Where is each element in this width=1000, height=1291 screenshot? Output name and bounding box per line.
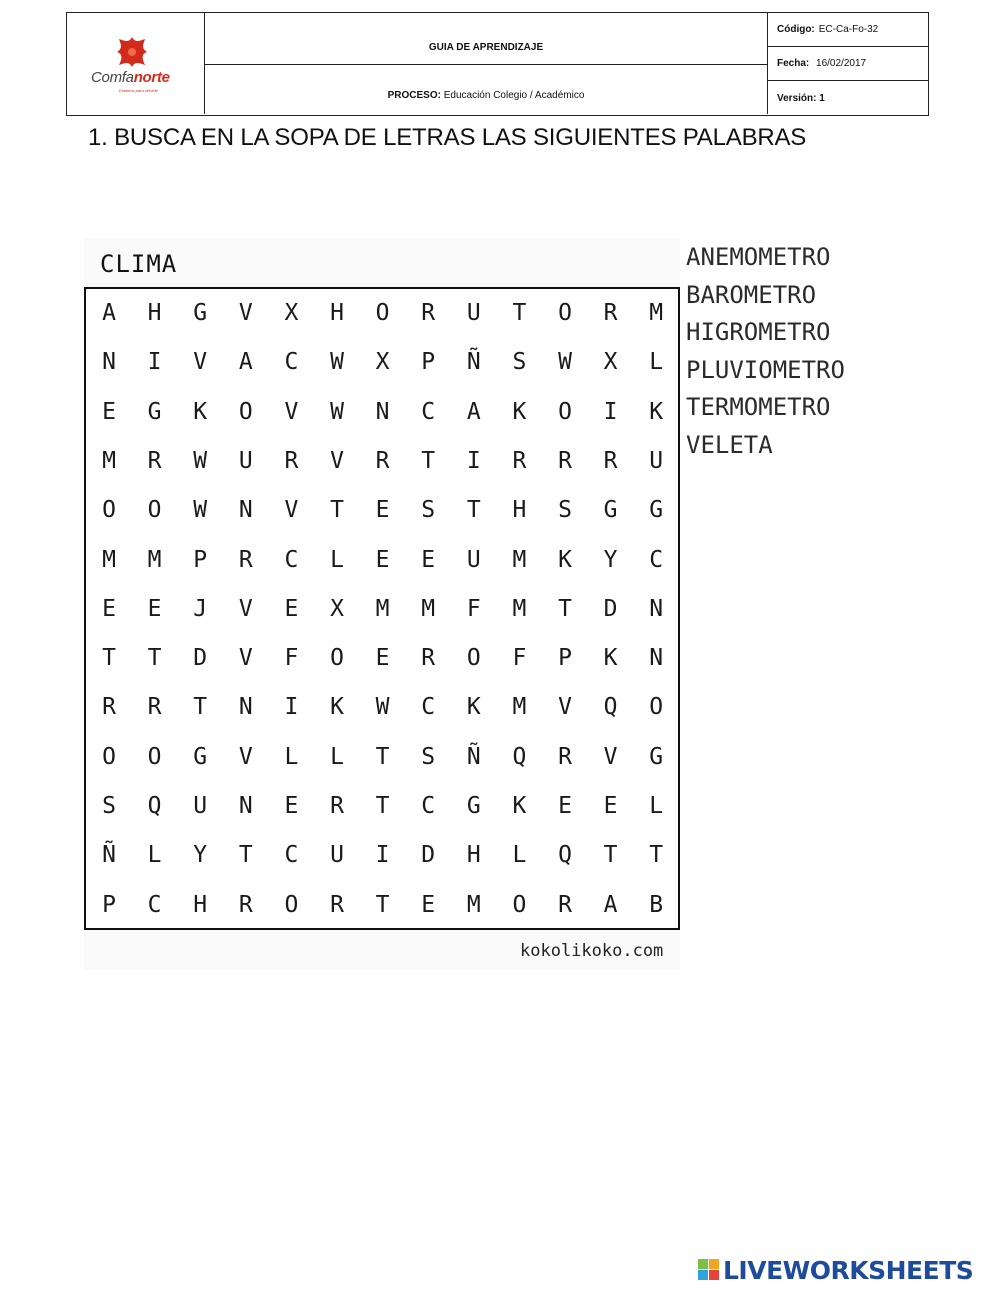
- grid-cell[interactable]: K: [193, 398, 208, 425]
- grid-cell[interactable]: S: [102, 793, 116, 819]
- grid-cell[interactable]: T: [147, 645, 162, 672]
- document-title: GUIA DE APRENDIZAJE: [205, 13, 767, 65]
- grid-cell[interactable]: M: [466, 891, 481, 918]
- word-item: ANEMOMETRO: [686, 243, 831, 271]
- grid-cell[interactable]: P: [193, 546, 208, 573]
- grid-cell[interactable]: R: [603, 447, 618, 474]
- grid-cell[interactable]: K: [649, 398, 664, 425]
- grid-cell[interactable]: S: [558, 497, 572, 524]
- grid-cell[interactable]: T: [102, 645, 116, 672]
- grid-cell[interactable]: W: [330, 398, 344, 425]
- process-value: Educación Colegio / Académico: [443, 90, 585, 101]
- word-list: [686, 242, 845, 468]
- grid-cell[interactable]: G: [466, 793, 481, 819]
- grid-cell[interactable]: Y: [193, 842, 208, 869]
- grid-cell[interactable]: L: [512, 842, 527, 869]
- grid-cell[interactable]: R: [147, 694, 162, 721]
- grid-cell[interactable]: N: [649, 595, 664, 622]
- word-item: PLUVIOMETRO: [686, 355, 845, 384]
- grid-cell[interactable]: G: [193, 743, 208, 770]
- grid-cell[interactable]: T: [512, 300, 527, 326]
- grid-cell[interactable]: X: [284, 300, 299, 326]
- grid-cell[interactable]: W: [193, 497, 208, 524]
- grid-cell[interactable]: T: [603, 842, 618, 869]
- grid-cell[interactable]: M: [649, 300, 664, 326]
- fecha-row: Fecha: 16/02/2017: [768, 47, 928, 81]
- grid-cell[interactable]: A: [238, 349, 253, 376]
- grid-cell[interactable]: F: [512, 645, 527, 672]
- grid-cell[interactable]: C: [284, 349, 299, 376]
- grid-cell[interactable]: H: [147, 300, 162, 326]
- grid-cell[interactable]: T: [466, 497, 481, 524]
- grid-cell[interactable]: G: [603, 497, 618, 524]
- grid-cell[interactable]: Q: [147, 793, 162, 819]
- grid-cell[interactable]: C: [421, 694, 436, 721]
- grid-cell[interactable]: V: [238, 645, 253, 672]
- grid-cell[interactable]: M: [512, 595, 527, 622]
- grid-cell[interactable]: Q: [558, 842, 572, 869]
- grid-cell[interactable]: F: [466, 595, 481, 622]
- grid-cell[interactable]: I: [466, 447, 481, 474]
- liveworksheets-brand: [698, 1256, 973, 1284]
- grid-cell[interactable]: T: [193, 694, 208, 721]
- process-field: [205, 65, 767, 114]
- grid-cell[interactable]: O: [102, 497, 116, 524]
- grid-cell[interactable]: I: [375, 842, 390, 869]
- grid-cell[interactable]: U: [193, 793, 208, 819]
- grid-cell[interactable]: V: [193, 349, 208, 376]
- grid-cell[interactable]: M: [421, 595, 436, 622]
- grid-cell[interactable]: P: [102, 891, 116, 918]
- grid-cell[interactable]: P: [421, 349, 436, 376]
- grid-cell[interactable]: W: [558, 349, 572, 376]
- grid-cell[interactable]: V: [238, 300, 253, 326]
- grid-cell[interactable]: C: [147, 891, 162, 918]
- grid-cell[interactable]: R: [102, 694, 116, 721]
- grid-cell[interactable]: M: [512, 546, 527, 573]
- grid-cell[interactable]: K: [512, 793, 527, 819]
- grid-cell[interactable]: O: [147, 497, 162, 524]
- grid-cell[interactable]: T: [649, 842, 664, 869]
- grid-cell[interactable]: L: [330, 546, 344, 573]
- grid-cell[interactable]: V: [238, 595, 253, 622]
- grid-cell[interactable]: O: [512, 891, 527, 918]
- grid-cell[interactable]: G: [147, 398, 162, 425]
- grid-cell[interactable]: C: [421, 398, 436, 425]
- grid-cell[interactable]: O: [649, 694, 664, 721]
- grid-cell[interactable]: H: [193, 891, 208, 918]
- grid-cell[interactable]: S: [421, 497, 436, 524]
- grid-cell[interactable]: S: [421, 743, 436, 770]
- grid-cell[interactable]: L: [284, 743, 299, 770]
- grid-cell[interactable]: O: [558, 300, 572, 326]
- grid-cell[interactable]: P: [558, 645, 572, 672]
- grid-cell[interactable]: V: [330, 447, 344, 474]
- grid-cell[interactable]: X: [603, 349, 618, 376]
- grid-cell[interactable]: E: [375, 497, 390, 524]
- grid-cell[interactable]: R: [330, 891, 344, 918]
- grid-cell[interactable]: N: [238, 694, 253, 721]
- grid-cell[interactable]: M: [375, 595, 390, 622]
- grid-cell[interactable]: A: [102, 300, 116, 326]
- grid-cell[interactable]: E: [375, 645, 390, 672]
- grid-cell[interactable]: O: [284, 891, 299, 918]
- grid-cell[interactable]: I: [147, 349, 162, 376]
- grid-cell[interactable]: R: [512, 447, 527, 474]
- grid-cell[interactable]: K: [466, 694, 481, 721]
- doc-meta: [767, 13, 928, 114]
- grid-cell[interactable]: V: [284, 497, 299, 524]
- grid-cell[interactable]: Q: [512, 743, 527, 770]
- grid-cell[interactable]: Q: [603, 694, 618, 721]
- grid-cell[interactable]: N: [238, 497, 253, 524]
- grid-cell[interactable]: G: [193, 300, 208, 326]
- grid-cell[interactable]: E: [284, 793, 299, 819]
- grid-cell[interactable]: K: [603, 645, 618, 672]
- grid-cell[interactable]: T: [238, 842, 253, 869]
- grid-cell[interactable]: S: [512, 349, 527, 376]
- grid-cell[interactable]: V: [238, 743, 253, 770]
- grid-cell[interactable]: M: [512, 694, 527, 721]
- grid-cell[interactable]: C: [421, 793, 436, 819]
- grid-cell[interactable]: R: [375, 447, 390, 474]
- process-label: PROCESO:: [387, 90, 441, 101]
- question-heading: 1. BUSCA EN LA SOPA DE LETRAS LAS SIGUIENTES PALABRAS: [88, 124, 807, 151]
- grid-cell[interactable]: R: [421, 645, 436, 672]
- grid-cell[interactable]: O: [238, 398, 253, 425]
- grid-cell[interactable]: E: [603, 793, 618, 819]
- grid-cell[interactable]: K: [330, 694, 344, 721]
- word-item: HIGROMETRO: [686, 318, 831, 347]
- liveworksheets-logo-icon: [698, 1259, 720, 1281]
- grid-cell[interactable]: K: [512, 398, 527, 425]
- grid-cell[interactable]: O: [558, 398, 572, 425]
- grid-cell[interactable]: R: [558, 447, 572, 474]
- grid-cell[interactable]: A: [603, 891, 618, 918]
- grid-cell[interactable]: X: [330, 595, 344, 622]
- grid-cell[interactable]: F: [284, 645, 299, 672]
- grid-cell[interactable]: R: [238, 891, 253, 918]
- grid-cell[interactable]: R: [284, 447, 299, 474]
- word-item: TERMOMETRO: [686, 393, 831, 422]
- grid-cell[interactable]: M: [102, 447, 116, 474]
- grid-cell[interactable]: R: [603, 300, 618, 326]
- grid-cell[interactable]: T: [375, 891, 390, 918]
- grid-cell[interactable]: E: [102, 398, 116, 425]
- grid-cell[interactable]: L: [330, 743, 344, 770]
- logo-tagline: Estamos para servirte: [119, 88, 158, 93]
- grid-cell[interactable]: Ñ: [466, 743, 481, 770]
- grid-cell[interactable]: L: [147, 842, 162, 869]
- grid-cell[interactable]: R: [558, 891, 572, 918]
- grid-cell[interactable]: E: [375, 546, 390, 573]
- grid-cell[interactable]: L: [649, 793, 664, 819]
- word-item: BAROMETRO: [686, 280, 817, 309]
- word-search-grid[interactable]: [84, 287, 680, 930]
- grid-cell[interactable]: G: [649, 743, 664, 770]
- grid-cell[interactable]: X: [375, 349, 390, 376]
- comfanorte-logo-icon: [115, 35, 149, 69]
- grid-cell[interactable]: J: [193, 595, 208, 622]
- grid-cell[interactable]: B: [649, 891, 664, 918]
- grid-cell[interactable]: T: [375, 743, 390, 770]
- logo-text: Comfanorte: [91, 69, 170, 86]
- grid-cell[interactable]: R: [421, 300, 436, 326]
- grid-cell[interactable]: I: [603, 398, 618, 425]
- grid-cell[interactable]: E: [558, 793, 572, 819]
- grid-cell[interactable]: O: [147, 743, 162, 770]
- grid-cell[interactable]: R: [558, 743, 572, 770]
- grid-cell[interactable]: E: [284, 595, 299, 622]
- grid-cell[interactable]: H: [330, 300, 344, 326]
- grid-cell[interactable]: U: [466, 300, 481, 326]
- grid-cell[interactable]: D: [193, 645, 208, 672]
- grid-cell[interactable]: M: [102, 546, 116, 573]
- grid-cell[interactable]: W: [375, 694, 390, 721]
- grid-cell[interactable]: G: [649, 497, 664, 524]
- grid-cell[interactable]: E: [421, 546, 436, 573]
- grid-cell[interactable]: T: [558, 595, 572, 622]
- grid-cell[interactable]: O: [330, 645, 344, 672]
- grid-cell[interactable]: U: [466, 546, 481, 573]
- document-header: [66, 12, 929, 116]
- grid-cell[interactable]: O: [375, 300, 390, 326]
- grid-cell[interactable]: Y: [603, 546, 618, 573]
- grid-cell[interactable]: E: [102, 595, 116, 622]
- grid-cell[interactable]: N: [238, 793, 253, 819]
- grid-cell[interactable]: K: [558, 546, 572, 573]
- grid-cell[interactable]: D: [603, 595, 618, 622]
- grid-cell[interactable]: V: [558, 694, 572, 721]
- grid-cell[interactable]: E: [147, 595, 162, 622]
- grid-cell[interactable]: O: [102, 743, 116, 770]
- puzzle-credit: kokolikoko.com: [520, 941, 664, 961]
- grid-cell[interactable]: E: [421, 891, 436, 918]
- grid-cell[interactable]: U: [330, 842, 344, 869]
- grid-cell[interactable]: C: [649, 546, 664, 573]
- grid-cell[interactable]: R: [147, 447, 162, 474]
- grid-cell[interactable]: V: [284, 398, 299, 425]
- version-row: Versión: 1: [777, 92, 825, 104]
- word-item: VELETA: [686, 430, 773, 459]
- grid-cell[interactable]: H: [466, 842, 481, 869]
- grid-cell[interactable]: V: [603, 743, 618, 770]
- logo-cell: [67, 13, 205, 114]
- grid-cell[interactable]: U: [238, 447, 253, 474]
- grid-cell[interactable]: U: [649, 447, 664, 474]
- grid-cell[interactable]: R: [330, 793, 344, 819]
- grid-cell[interactable]: M: [147, 546, 162, 573]
- grid-cell[interactable]: O: [466, 645, 481, 672]
- grid-cell[interactable]: C: [284, 842, 299, 869]
- grid-cell[interactable]: N: [375, 398, 390, 425]
- grid-cell[interactable]: N: [649, 645, 664, 672]
- grid-cell[interactable]: T: [330, 497, 344, 524]
- puzzle-title: CLIMA: [100, 250, 178, 278]
- grid-cell[interactable]: T: [375, 793, 390, 819]
- grid-cell[interactable]: T: [421, 447, 436, 474]
- brand-text: LIVEWORKSHEETS: [723, 1255, 974, 1285]
- grid-cell[interactable]: H: [512, 497, 527, 524]
- grid-cell[interactable]: L: [649, 349, 664, 376]
- grid-cell[interactable]: Ñ: [102, 842, 116, 869]
- grid-cell[interactable]: C: [284, 546, 299, 573]
- grid-cell[interactable]: N: [102, 349, 116, 376]
- grid-cell[interactable]: R: [238, 546, 253, 573]
- grid-cell[interactable]: D: [421, 842, 436, 869]
- grid-cell[interactable]: Ñ: [466, 349, 481, 376]
- grid-cell[interactable]: W: [330, 349, 344, 376]
- grid-cell[interactable]: A: [466, 398, 481, 425]
- codigo-row: Código: EC-Ca-Fo-32: [768, 13, 928, 47]
- grid-cell[interactable]: I: [284, 694, 299, 721]
- grid-cell[interactable]: W: [193, 447, 208, 474]
